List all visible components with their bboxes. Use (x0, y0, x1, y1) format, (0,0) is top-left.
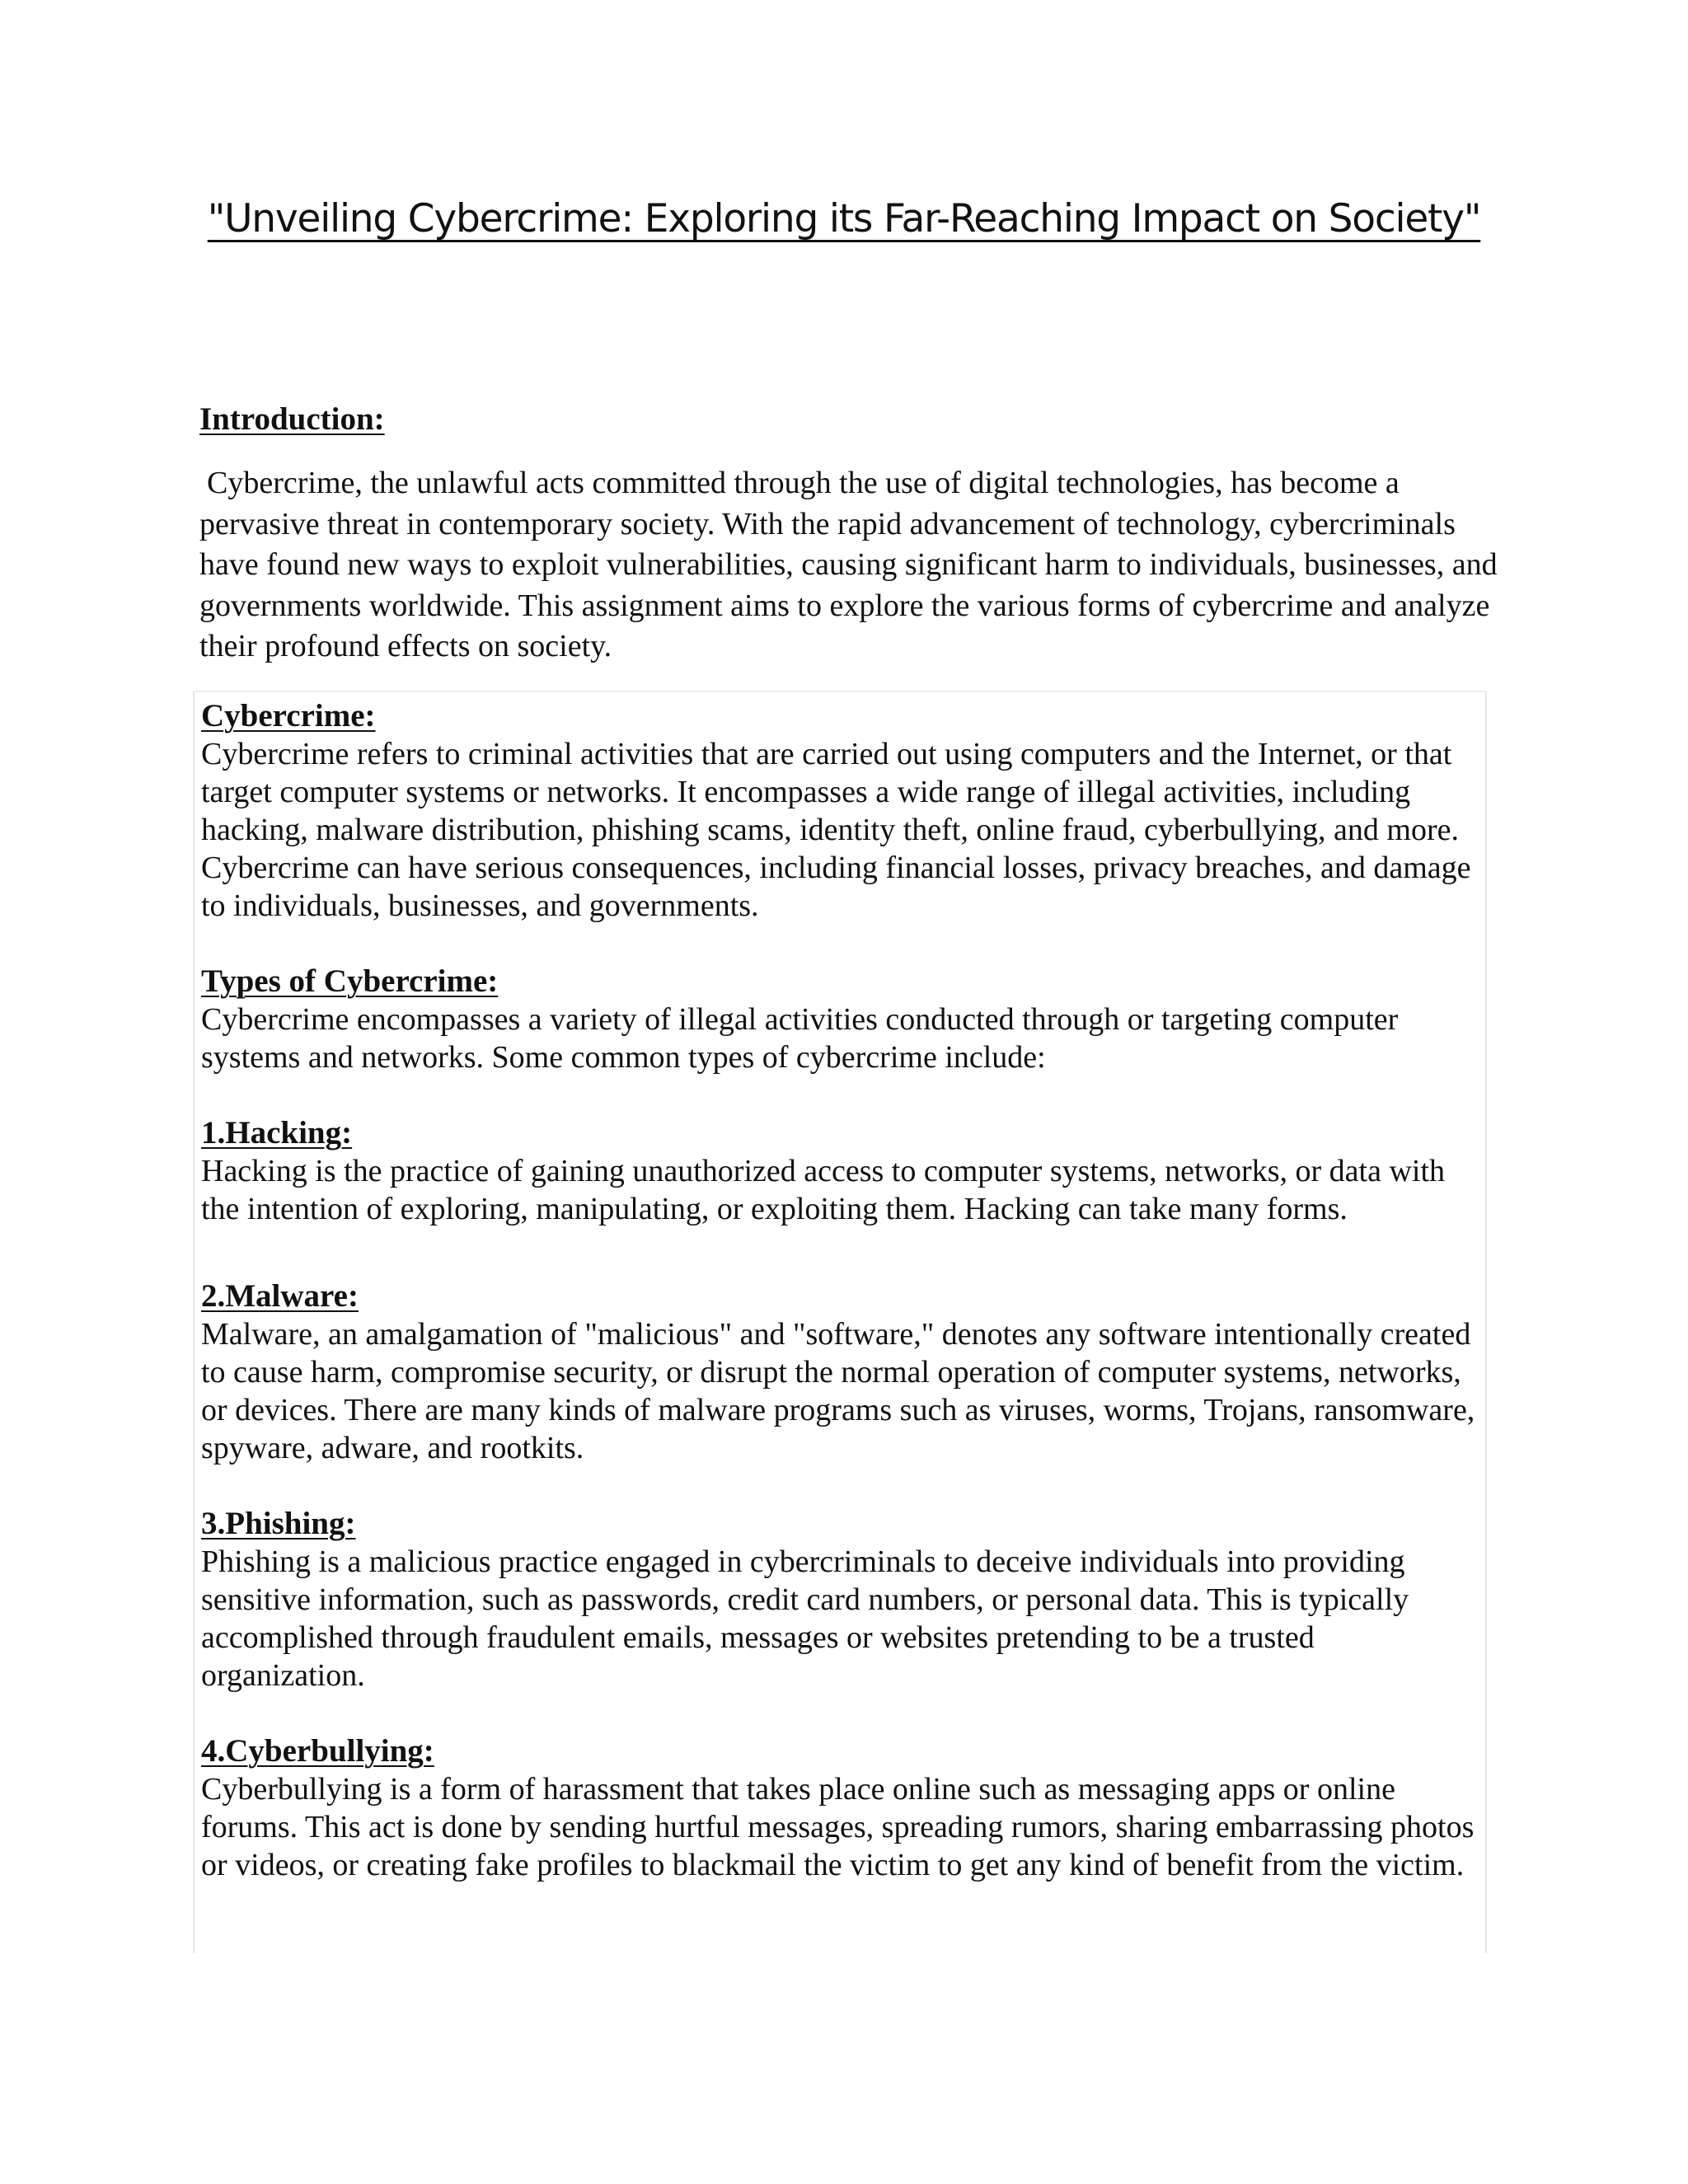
introduction-body: Cybercrime, the unlawful acts committed through the use of digital technologies, has become a pervasive threat in contemporary society. With the rapid advancement of technology, cybercriminals have found new ways to exploit vulnerabilities, causing significant harm to individuals, businesses, and governments worldwide. This assignment aims to explore the various forms of cybercrime and analyze their profound effects on society. (199, 466, 1498, 663)
section-types-of-cybercrime (201, 963, 1485, 1076)
introduction-heading: Introduction: (199, 401, 385, 437)
section-malware (201, 1277, 1485, 1467)
content-box (193, 691, 1487, 1953)
introduction-section (199, 401, 1502, 668)
section-heading-malware: 2.Malware: (201, 1278, 359, 1314)
section-heading-cyberbullying: 4.Cyberbullying: (201, 1733, 434, 1769)
section-body-malware: Malware, an amalgamation of "malicious" and "software," denotes any software intentionally created to cause harm, compromise security, or disrupt the normal operation of computer systems, networks, or devices. There are many kinds of malware programs such as viruses, worms, Trojans, ransomware, spyware, adware, and rootkits. (201, 1317, 1475, 1465)
section-body-hacking: Hacking is the practice of gaining unauthorized access to computer systems, networks, or data with the intention of exploring, manipulating, or exploiting them. Hacking can take many forms. (201, 1154, 1445, 1226)
section-body-types: Cybercrime encompasses a variety of illegal activities conducted through or targeting computer systems and networks. Some common types of cybercrime include: (201, 1002, 1399, 1075)
section-cybercrime (201, 697, 1485, 925)
section-cyberbullying (201, 1732, 1485, 1884)
section-heading-cybercrime: Cybercrime: (201, 698, 376, 733)
section-hacking (201, 1114, 1485, 1228)
section-body-phishing: Phishing is a malicious practice engaged in cybercriminals to deceive individuals into providing sensitive information, such as passwords, credit card numbers, or personal data. This is typically accomplished through fraudulent emails, messages or websites pretending to be a trusted organization. (201, 1544, 1409, 1693)
document-title: "Unveiling Cybercrime: Exploring its Far-Reaching Impact on Society" (207, 196, 1481, 241)
section-body-cybercrime: Cybercrime refers to criminal activities that are carried out using computers and the Internet, or that target computer systems or networks. It encompasses a wide range of illegal activities, including hacking, malware distribution, phishing scams, identity theft, online fraud, cyberbullying, and more. Cybercrime can have serious consequences, including financial losses, privacy breaches, and damage to individuals, businesses, and governments. (201, 737, 1471, 923)
section-heading-phishing: 3.Phishing: (201, 1506, 356, 1541)
section-body-cyberbullying: Cyberbullying is a form of harassment that takes place online such as messaging apps or online forums. This act is done by sending hurtful messages, spreading rumors, sharing embarrassing photos or videos, or creating fake profiles to blackmail the victim to get any kind of benefit from the victim. (201, 1772, 1475, 1882)
section-phishing (201, 1505, 1485, 1694)
section-heading-hacking: 1.Hacking: (201, 1115, 353, 1151)
section-heading-types: Types of Cybercrime: (201, 963, 499, 999)
